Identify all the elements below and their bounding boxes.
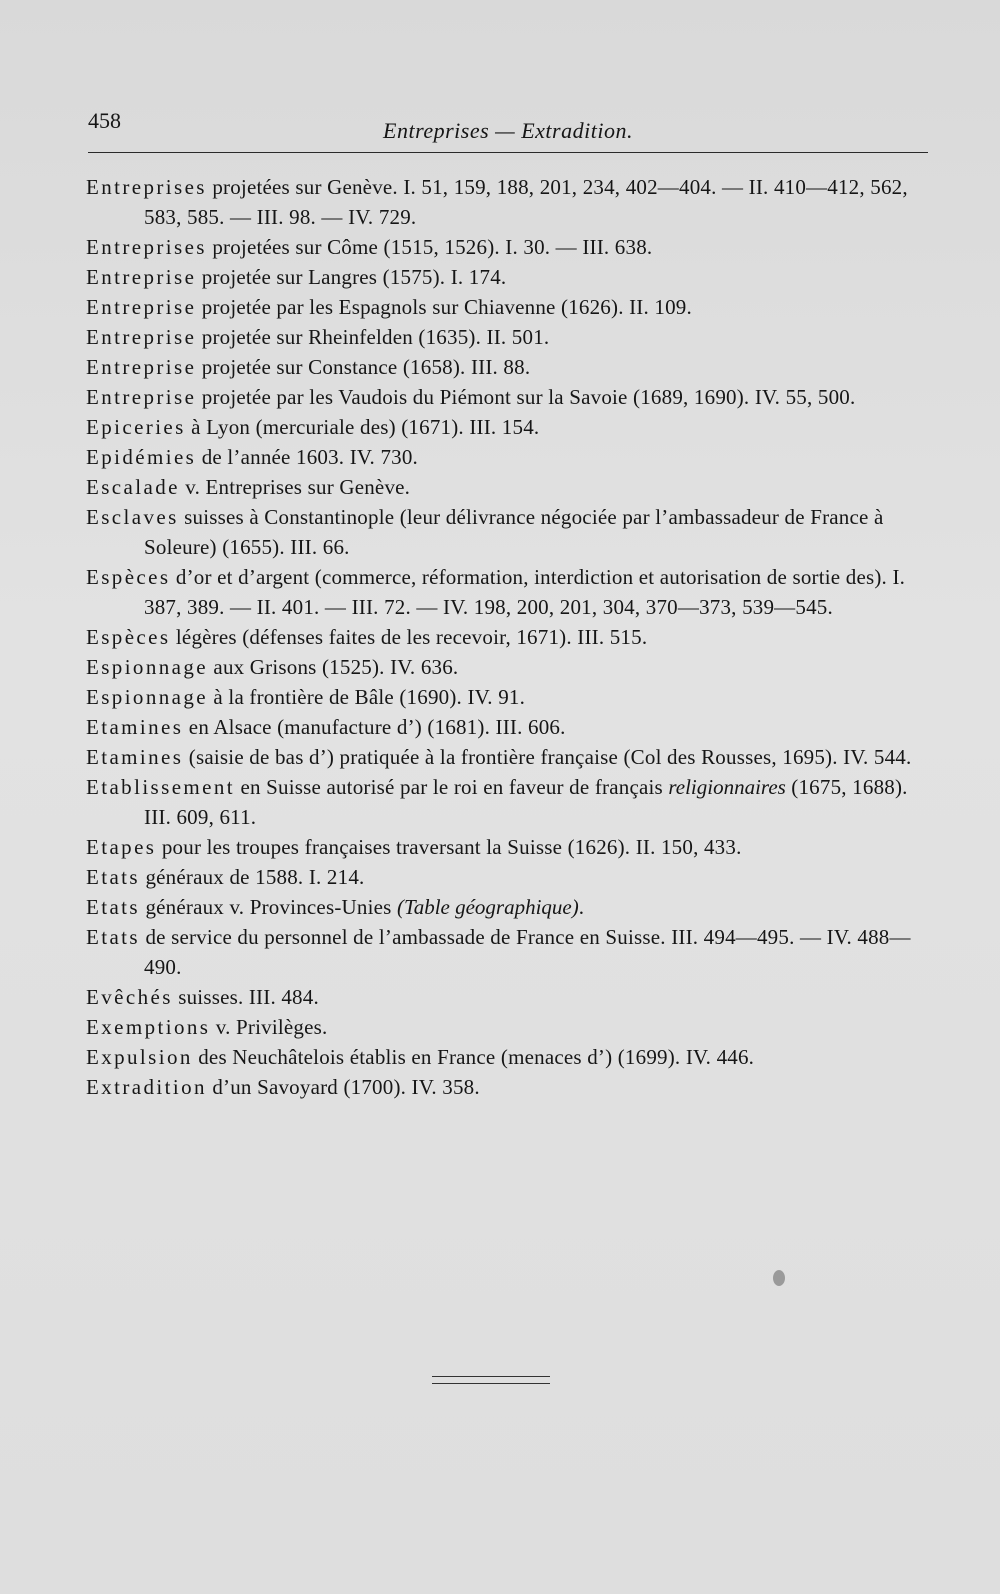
entry-text: d’or et d’argent (commerce, réformation, interdiction et autorisation de sortie des). I. 387, 389. — II. 401. — III. 72. — IV. 198, 200, 201, 304, 370—373, 539—545. [144, 565, 906, 619]
entry-text: projetée sur Langres (1575). I. 174. [196, 265, 507, 289]
entry-headword: Entreprise [86, 295, 197, 319]
entry-headword: Escalade [86, 475, 180, 499]
entry-headword: Esclaves [86, 505, 179, 529]
entry-text: projetée par les Vaudois du Piémont sur la Savoie (1689, 1690). IV. 55, 500. [196, 385, 856, 409]
entry-text: projetées sur Côme (1515, 1526). I. 30. — III. 638. [206, 235, 653, 259]
entry-headword: Espionnage [86, 685, 208, 709]
entry-headword: Etamines [86, 745, 184, 769]
entry-headword: Expulsion [86, 1045, 193, 1069]
entry-text-continued: (1675, 1688). III. 609, 611. [144, 775, 908, 829]
index-entry [86, 232, 931, 262]
index-entry [86, 652, 931, 682]
entry-italic-text: (Table géographique) [396, 895, 579, 919]
entry-text: à la frontière de Bâle (1690). IV. 91. [207, 685, 526, 709]
entry-headword: Etamines [86, 715, 184, 739]
index-entry [86, 502, 931, 562]
index-entry [86, 772, 931, 832]
entry-headword: Entreprise [86, 385, 197, 409]
entry-headword: Entreprises [86, 235, 207, 259]
index-entry [86, 472, 931, 502]
entry-text-continued: . [578, 895, 585, 919]
header-rule [88, 152, 928, 153]
index-entry [86, 742, 931, 772]
entry-headword: Evêchés [86, 985, 173, 1009]
entry-headword: Entreprises [86, 175, 207, 199]
index-entry [86, 832, 931, 862]
index-entry [86, 412, 931, 442]
entry-text: v. Entreprises sur Genève. [179, 475, 411, 499]
entry-headword: Etats [86, 925, 140, 949]
entry-text: projetée sur Rheinfelden (1635). II. 501. [196, 325, 550, 349]
entry-headword: Etablissement [86, 775, 236, 799]
entry-text: en Alsace (manufacture d’) (1681). III. 606. [183, 715, 566, 739]
index-entry [86, 262, 931, 292]
entry-text: pour les troupes françaises traversant la Suisse (1626). II. 150, 433. [156, 835, 742, 859]
entry-headword: Epidémies [86, 445, 197, 469]
entry-text: généraux v. Provinces-Unies [140, 895, 397, 919]
entry-headword: Epiceries [86, 415, 186, 439]
entry-headword: Etats [86, 865, 140, 889]
entry-text: v. Privilèges. [210, 1015, 328, 1039]
index-entry [86, 1012, 931, 1042]
index-entry [86, 712, 931, 742]
index-entry [86, 562, 931, 622]
index-entry [86, 442, 931, 472]
entry-text: suisses à Constantinople (leur délivrance négociée par l’ambassadeur de France à Soleure) (1655). III. 66. [144, 505, 884, 559]
index-entry [86, 352, 931, 382]
index-entry [86, 1042, 931, 1072]
index-entries [86, 172, 931, 1102]
index-entry [86, 862, 931, 892]
entry-headword: Exemptions [86, 1015, 211, 1039]
entry-headword: Espèces [86, 565, 171, 589]
index-entry [86, 682, 931, 712]
index-entry [86, 1072, 931, 1102]
entry-text: projetée sur Constance (1658). III. 88. [196, 355, 531, 379]
entry-italic-text: religionnaires [668, 775, 786, 799]
index-entry [86, 982, 931, 1012]
entry-headword: Extradition [86, 1075, 207, 1099]
entry-headword: Etats [86, 895, 140, 919]
entry-text: à Lyon (mercuriale des) (1671). III. 154. [185, 415, 540, 439]
end-rule [432, 1376, 550, 1384]
entry-text: en Suisse autorisé par le roi en faveur de français [235, 775, 669, 799]
index-entry [86, 292, 931, 322]
entry-text: suisses. III. 484. [172, 985, 319, 1009]
entry-headword: Espèces [86, 625, 171, 649]
index-entry [86, 172, 931, 232]
entry-text: des Neuchâtelois établis en France (menaces d’) (1699). IV. 446. [192, 1045, 755, 1069]
page-header [88, 104, 928, 143]
index-entry [86, 622, 931, 652]
entry-text: projetée par les Espagnols sur Chiavenne (1626). II. 109. [196, 295, 692, 319]
entry-text: légères (défenses faites de les recevoir, 1671). III. 515. [170, 625, 648, 649]
entry-text: de l’année 1603. IV. 730. [196, 445, 419, 469]
entry-headword: Entreprise [86, 325, 197, 349]
entry-headword: Entreprise [86, 265, 197, 289]
entry-text: aux Grisons (1525). IV. 636. [207, 655, 459, 679]
index-entry [86, 892, 931, 922]
entry-text: d’un Savoyard (1700). IV. 358. [206, 1075, 480, 1099]
entry-text: de service du personnel de l’ambassade de France en Suisse. III. 494—495. — IV. 488—490. [140, 925, 911, 979]
index-entry [86, 382, 931, 412]
entry-text: (saisie de bas d’) pratiquée à la frontière française (Col des Rousses, 1695). IV. 544. [183, 745, 912, 769]
entry-headword: Espionnage [86, 655, 208, 679]
index-entry [86, 322, 931, 352]
entry-text: projetées sur Genève. I. 51, 159, 188, 201, 234, 402—404. — II. 410—412, 562, 583, 585. — III. 98. — IV. 729. [144, 175, 908, 229]
entry-headword: Entreprise [86, 355, 197, 379]
ink-smudge [773, 1270, 785, 1286]
page-number: 458 [88, 108, 121, 133]
running-title: Entreprises — Extradition. [383, 118, 633, 143]
entry-headword: Etapes [86, 835, 157, 859]
entry-text: généraux de 1588. I. 214. [140, 865, 365, 889]
index-entry [86, 922, 931, 982]
